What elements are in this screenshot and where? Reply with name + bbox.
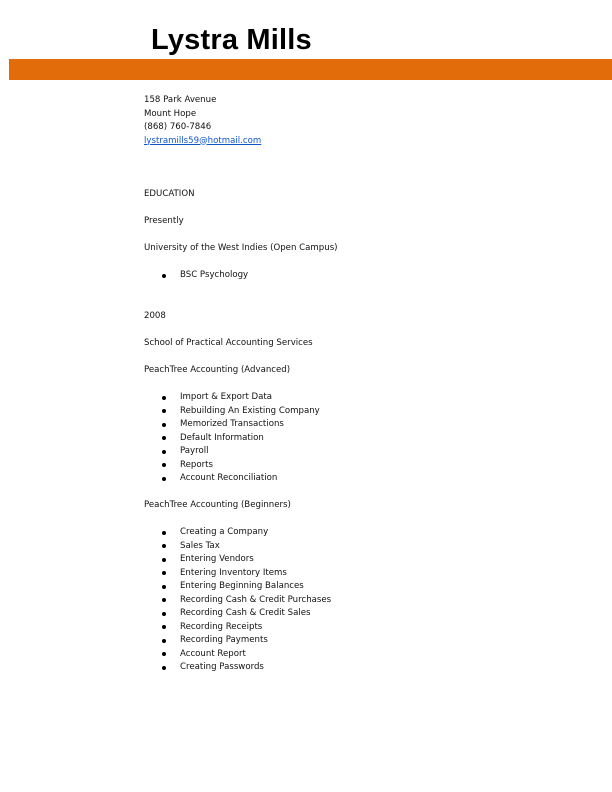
bullet-icon xyxy=(162,558,166,562)
bullet-icon xyxy=(162,598,166,602)
list-item: Account Reconciliation xyxy=(162,472,320,486)
contact-block xyxy=(144,94,261,148)
course-advanced-title: PeachTree Accounting (Advanced) xyxy=(144,365,291,375)
bullet-icon xyxy=(162,396,166,400)
list-item: Creating Passwords xyxy=(162,661,331,675)
bullet-icon xyxy=(162,463,166,467)
bullet-icon xyxy=(162,639,166,643)
bullet-icon xyxy=(162,423,166,427)
list-item: Payroll xyxy=(162,445,320,459)
list-item: Recording Receipts xyxy=(162,621,331,635)
resume-name: Lystra Mills xyxy=(151,24,312,56)
present-label: Presently xyxy=(144,216,184,226)
list-item: Rebuilding An Existing Company xyxy=(162,405,320,419)
list-item: BSC Psychology xyxy=(162,269,248,283)
list-item: Entering Vendors xyxy=(162,553,331,567)
bullet-icon xyxy=(162,436,166,440)
address-line-1: 158 Park Avenue xyxy=(144,95,217,105)
year-label: 2008 xyxy=(144,311,166,321)
list-item: Import & Export Data xyxy=(162,391,320,405)
bullet-icon xyxy=(162,409,166,413)
list-item: Recording Cash & Credit Purchases xyxy=(162,594,331,608)
bullet-icon xyxy=(162,666,166,670)
header-accent-bar xyxy=(9,59,612,80)
bullet-icon xyxy=(162,612,166,616)
list-item: Entering Beginning Balances xyxy=(162,580,331,594)
phone: (868) 760-7846 xyxy=(144,122,212,132)
bullet-icon xyxy=(162,274,166,278)
bullet-icon xyxy=(162,531,166,535)
bullet-icon xyxy=(162,625,166,629)
bullet-icon xyxy=(162,652,166,656)
bullet-icon xyxy=(162,477,166,481)
address-line-2: Mount Hope xyxy=(144,108,197,119)
list-item: Sales Tax xyxy=(162,540,331,554)
bullet-icon xyxy=(162,544,166,548)
bullet-icon xyxy=(162,585,166,589)
list-item: Memorized Transactions xyxy=(162,418,320,432)
list-item: Recording Payments xyxy=(162,634,331,648)
list-item: Recording Cash & Credit Sales xyxy=(162,607,331,621)
course-beginners-title: PeachTree Accounting (Beginners) xyxy=(144,500,291,510)
education-heading: EDUCATION xyxy=(144,189,195,199)
bullet-icon xyxy=(162,571,166,575)
list-item: Reports xyxy=(162,459,320,473)
institution-school: School of Practical Accounting Services xyxy=(144,338,313,348)
list-item: Entering Inventory Items xyxy=(162,567,331,581)
uwi-list xyxy=(162,269,248,283)
list-item: Account Report xyxy=(162,648,331,662)
beginners-topics-list xyxy=(162,526,331,675)
bullet-icon xyxy=(162,450,166,454)
list-item: Creating a Company xyxy=(162,526,331,540)
institution-uwi: University of the West Indies (Open Campus) xyxy=(144,243,338,253)
advanced-topics-list xyxy=(162,391,320,486)
list-item: Default Information xyxy=(162,432,320,446)
email-link[interactable]: lystramills59@hotmail.com xyxy=(144,135,262,146)
